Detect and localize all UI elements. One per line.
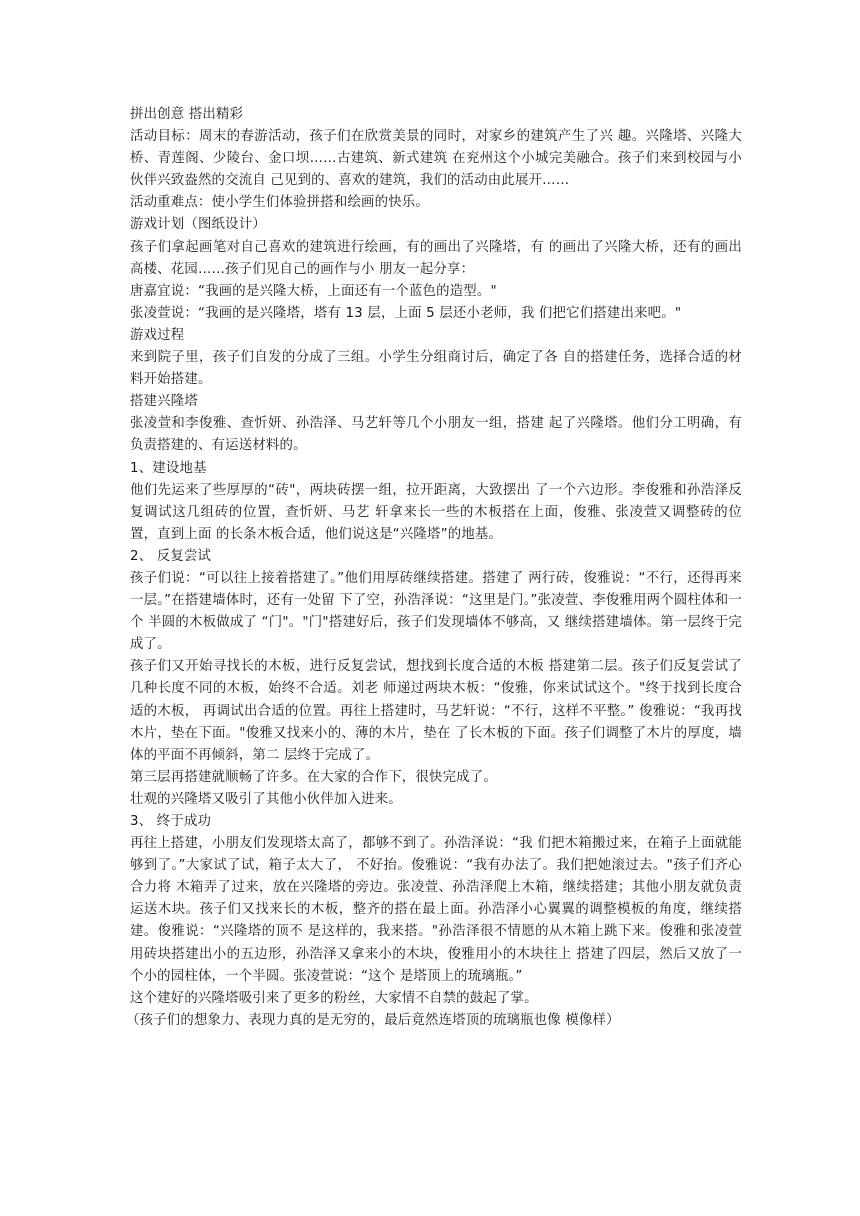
paragraph-second-floor: 孩子们又开始寻找长的木板，进行反复尝试，想找到长度合适的木板 搭建第二层。孩子们反复尝试了几种长度不同的木板，始终不合适。刘老 师递过两块木板：“俊雅，你来试试这个。"终于找到长度合适的木板， 再调试出合适的位置。再往上搭建时，马艺轩说：“不行，这样不平整。” 俊雅说：“我再找木片，垫在下面。"俊雅又找来小的、薄的木片，垫在 了长木板的下面。孩子们调整了木片的厚度，墙体的平面不再倾斜，第二 层终于完成了。: [130, 659, 742, 763]
paragraph-attraction: 壮观的兴隆塔又吸引了其他小伙伴加入进来。: [130, 791, 402, 807]
heading-step-1: 1、建设地基: [130, 460, 207, 476]
heading-step-2: 2、 反复尝试: [130, 548, 212, 564]
paragraph-first-floor: 孩子们说：“可以往上接着搭建了。”他们用厚砖继续搭建。搭建了 两行砖，俊雅说：“不行，还得再来一层。”在搭建墙体时，还有一处留 下了空，孙浩泽说：“这里是门。”张凌萱、李俊雅用两个圆柱体和一个 半圆的木板做成了 “门"。"门"搭建好后，孩子们发现墙体不够高，又 继续搭建墙体。第一层终于完成了。: [130, 570, 742, 653]
paragraph-quote-tang: 唐嘉宜说：“我画的是兴隆大桥，上面还有一个蓝色的造型。": [130, 283, 497, 299]
paragraph-success: 再往上搭建，小朋友们发现塔太高了，都够不到了。孙浩泽说：“我 们把木箱搬过来，在箱子上面就能够到了。”大家试了试，箱子太大了， 不好抬。俊雅说：“我有办法了。我们把她滚过去。"孩子们齐心合力将 木箱弄了过来，放在兴隆塔的旁边。张凌萱、孙浩泽爬上木箱，继续搭建；其他小朋友就负责运送木块。孩子们又找来长的木板，整齐的搭在最上面。孙浩泽小心翼翼的调整模板的角度，继续搭建。俊雅说：“兴隆塔的顶不 是这样的，我来搭。"孙浩泽很不情愿的从木箱上跳下来。俊雅和张凌萱 用砖块搭建出小的五边形，孙浩泽又拿来小的木块，俊雅用小的木块往上 搭建了四层，然后又放了一个小的园柱体，一个半圆。张凌萱说：“这个 是塔顶上的琉璃瓶。”: [130, 836, 742, 984]
document-title: 拼出创意 搭出精彩: [130, 107, 244, 122]
paragraph-drawing: 孩子们拿起画笔对自己喜欢的建筑进行绘画，有的画出了兴隆塔，有 的画出了兴隆大桥，还有的画出高楼、花园……孩子们见自己的画作与小 朋友一起分享：: [130, 239, 742, 277]
paragraph-team: 张凌萱和李俊雅、查忻妍、孙浩泽、马艺轩等几个小朋友一组，搭建 起了兴隆塔。他们分工明确，有负责搭建的、有运送材料的。: [130, 416, 742, 454]
paragraph-third-floor: 第三层再搭建就顺畅了许多。在大家的合作下，很快完成了。: [130, 769, 497, 785]
heading-build-tower: 搭建兴隆塔: [130, 394, 198, 410]
document-body: [126, 104, 742, 1032]
paragraph-closing-note: （孩子们的想象力、表现力真的是无穷的，最后竟然连塔顶的琉璃瓶也像 模像样）: [126, 1012, 620, 1028]
paragraph-applause: 这个建好的兴隆塔吸引来了更多的粉丝，大家情不自禁的鼓起了掌。: [130, 990, 538, 1006]
heading-step-3: 3、 终于成功: [130, 814, 212, 829]
paragraph-quote-zhang: 张凌萱说：“我画的是兴隆塔，塔有 13 层，上面 5 层还小老师，我 们把它们搭建出来吧。": [130, 305, 682, 321]
heading-game-plan: 游戏计划（图纸设计）: [130, 217, 266, 233]
paragraph-key-points: 活动重难点：使小学生们体验拼搭和绘画的快乐。: [130, 195, 429, 211]
heading-game-process: 游戏过程: [130, 327, 185, 343]
paragraph-foundation: 他们先运来了些厚厚的“砖"，两块砖摆一组，拉开距离，大致摆出 了一个六边形。李俊雅和孙浩泽反复调试这几组砖的位置，查忻妍、马艺 轩拿来长一些的木板搭在上面，俊雅、张凌萱又调整砖的位置，直到上面 的长条木板合适，他们说这是“兴隆塔”的地基。: [130, 482, 742, 542]
paragraph-groups: 来到院子里，孩子们自发的分成了三组。小学生分组商讨后，确定了各 自的搭建任务，选择合适的材料开始搭建。: [130, 350, 742, 388]
paragraph-activity-goal: 活动目标：周末的春游活动，孩子们在欣赏美景的同时，对家乡的建筑产生了兴 趣。兴隆塔、兴隆大桥、青莲阁、少陵台、金口坝……古建筑、新式建筑 在兖州这个小城完美融合。孩子们来到校园与小伙伴兴致盎然的交流自 己见到的、喜欢的建筑，我们的活动由此展开……: [130, 129, 742, 189]
